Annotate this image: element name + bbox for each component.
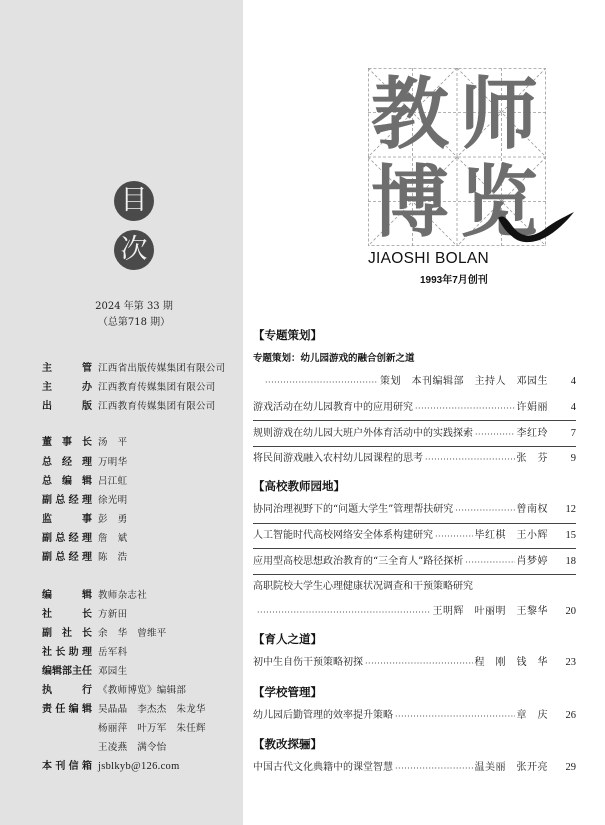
toc-title: 中国古代文化典籍中的课堂智慧 (253, 762, 393, 773)
toc-entry[interactable] (253, 655, 576, 671)
toc-entry[interactable] (253, 451, 576, 467)
toc-page: 29 (565, 762, 576, 773)
info-value: 吕江虹 (98, 476, 128, 487)
info-label: 社长 (42, 609, 92, 620)
info-label: 董事长 (42, 437, 92, 448)
section-heading: 【专题策划】 (253, 328, 322, 342)
toc-title: 协同治理视野下的“问题大学生”管理帮扶研究 (253, 504, 454, 515)
info-label: 副总经理 (42, 552, 92, 563)
editor-names-line: 王凌燕 满令怡 (98, 742, 167, 753)
leader-dots (415, 402, 515, 416)
toc-title-char-2: 次 (114, 230, 154, 270)
toc-title: 规则游戏在幼儿园大班户外体育活动中的实践探索 (253, 428, 473, 439)
info-label: 副总经理 (42, 533, 92, 544)
brush-stroke-icon (496, 208, 576, 246)
editorial-row (42, 589, 147, 603)
editorial-row (42, 703, 206, 717)
logo-char: 师 (460, 70, 539, 160)
toc-author: 策划 本刊编辑部 主持人 邓园生 (380, 376, 548, 387)
info-value: 陈 浩 (98, 552, 128, 563)
toc-entry[interactable] (253, 374, 576, 390)
leader-dots (475, 428, 515, 442)
toc-title-char-1: 目 (114, 181, 154, 221)
toc-page: 7 (570, 428, 576, 439)
issue-total-number: （总第718 期） (97, 317, 171, 328)
toc-page: 4 (570, 376, 576, 387)
info-value: 《教师博览》编辑部 (98, 685, 187, 696)
editorial-row (42, 608, 127, 622)
toc-author: 温美丽 张开亮 (474, 762, 548, 773)
toc-page: 18 (565, 556, 576, 567)
divider (253, 523, 576, 524)
section-heading: 【育人之道】 (253, 632, 322, 646)
leader-dots (395, 710, 515, 724)
info-label: 编辑部主任 (42, 666, 92, 677)
toc-entry[interactable] (253, 502, 576, 518)
leader-dots (455, 504, 514, 518)
toc-title: 幼儿园后勤管理的效率提升策略 (253, 710, 393, 721)
staff-row (42, 513, 127, 527)
editorial-row (42, 684, 186, 698)
toc-page: 23 (565, 657, 576, 668)
info-value: 吴晶晶 李杰杰 朱龙华 (98, 704, 206, 715)
info-value: 徐光明 (98, 495, 128, 506)
info-label: 执行 (42, 685, 92, 696)
info-label: 主办 (42, 382, 92, 393)
toc-author: 王明辉 叶丽明 王黎华 (432, 606, 548, 617)
leader-dots (365, 657, 473, 671)
toc-page: 20 (565, 606, 576, 617)
toc-title: 游戏活动在幼儿园教育中的应用研究 (253, 402, 413, 413)
staff-row (42, 494, 127, 508)
staff-row (42, 436, 127, 450)
toc-author: 曾南权 (516, 504, 548, 515)
magazine-logo (368, 68, 558, 248)
logo-char: 教 (371, 70, 450, 160)
mailbox-email: jsblkyb@126.com (98, 761, 180, 772)
leader-dots (257, 606, 431, 620)
toc-author: 张 芬 (516, 453, 548, 464)
divider (253, 420, 576, 421)
toc-entry[interactable] (253, 426, 576, 442)
info-value: 岳军科 (98, 647, 128, 658)
section-heading: 【高校教师园地】 (253, 479, 345, 493)
toc-author: 毕红棋 王小辉 (474, 530, 548, 541)
toc-title: 高职院校大学生心理健康状况调查和干预策略研究 (253, 581, 473, 592)
publisher-row (42, 362, 225, 376)
toc-author: 李红玲 (516, 428, 548, 439)
toc-title: 应用型高校思想政治教育的“三全育人”路径探析 (253, 556, 464, 567)
staff-row (42, 456, 127, 470)
toc-title: 将民间游戏融入农村幼儿园课程的思考 (253, 453, 423, 464)
info-label: 副社长 (42, 628, 92, 639)
logo-english-name: JIAOSHI BOLAN (368, 250, 490, 267)
info-label: 责任编辑 (42, 704, 92, 715)
info-value: 万明华 (98, 457, 128, 468)
leader-dots (465, 556, 514, 570)
leader-dots (265, 376, 378, 390)
staff-row (42, 475, 127, 489)
section-heading: 【学校管理】 (253, 685, 322, 699)
info-value: 江西教育传媒集团有限公司 (98, 401, 216, 412)
founded-date: 1993年7月创刊 (420, 275, 488, 286)
info-value: 教师杂志社 (98, 590, 148, 601)
info-value: 方新田 (98, 609, 128, 620)
leader-dots (425, 453, 515, 467)
logo-char: 博 (371, 158, 450, 248)
info-label: 出版 (42, 401, 92, 412)
editor-names-line: 杨丽萍 叶万军 朱任辉 (98, 723, 206, 734)
toc-entry[interactable] (253, 760, 576, 776)
toc-author: 许娟丽 (516, 402, 548, 413)
toc-entry[interactable] (253, 400, 576, 416)
info-label: 总经理 (42, 457, 92, 468)
toc-entry-continuation[interactable] (253, 604, 576, 620)
divider (253, 446, 576, 447)
toc-title: 初中生自伤干预策略初探 (253, 657, 363, 668)
logo-char: 览 (460, 158, 539, 248)
toc-page: 12 (565, 504, 576, 515)
publisher-row (42, 400, 216, 414)
editorial-row (42, 665, 127, 679)
staff-row (42, 551, 127, 565)
info-label: 总编辑 (42, 476, 92, 487)
info-value: 汤 平 (98, 437, 128, 448)
info-value: 詹 斌 (98, 533, 128, 544)
toc-entry[interactable] (253, 528, 576, 544)
divider (253, 574, 576, 575)
toc-page: 26 (565, 710, 576, 721)
section-heading: 【教改探骊】 (253, 737, 322, 751)
info-label: 主管 (42, 363, 92, 374)
mailbox-row (42, 760, 180, 774)
editorial-row (42, 646, 127, 660)
info-value: 余 华 曾维平 (98, 628, 167, 639)
masthead-sidebar (0, 0, 243, 825)
toc-title: 人工智能时代高校网络安全体系构建研究 (253, 530, 433, 541)
info-label: 编辑 (42, 590, 92, 601)
info-value: 江西省出版传媒集团有限公司 (98, 363, 226, 374)
editorial-row (42, 627, 167, 641)
info-value: 江西教育传媒集团有限公司 (98, 382, 216, 393)
info-label: 本刊信箱 (42, 761, 92, 772)
toc-author: 程 刚 钱 华 (474, 657, 548, 668)
toc-page: 9 (570, 453, 576, 464)
toc-entry[interactable] (253, 579, 576, 595)
info-label: 副总经理 (42, 495, 92, 506)
staff-row (42, 532, 127, 546)
feature-title: 专题策划：幼儿园游戏的融合创新之道 (253, 353, 415, 364)
info-label: 监事 (42, 514, 92, 525)
toc-entry[interactable] (253, 708, 576, 724)
toc-author: 章 庆 (516, 710, 548, 721)
info-value: 彭 勇 (98, 514, 128, 525)
publisher-row (42, 381, 216, 395)
leader-dots (435, 530, 473, 544)
toc-author: 肖梦婷 (516, 556, 548, 567)
leader-dots (395, 762, 473, 776)
info-label: 社长助理 (42, 647, 92, 658)
toc-entry[interactable] (253, 554, 576, 570)
toc-page: 4 (570, 402, 576, 413)
divider (253, 548, 576, 549)
info-value: 邓园生 (98, 666, 128, 677)
issue-number: 2024 年第 33 期 (95, 301, 173, 312)
toc-page: 15 (565, 530, 576, 541)
